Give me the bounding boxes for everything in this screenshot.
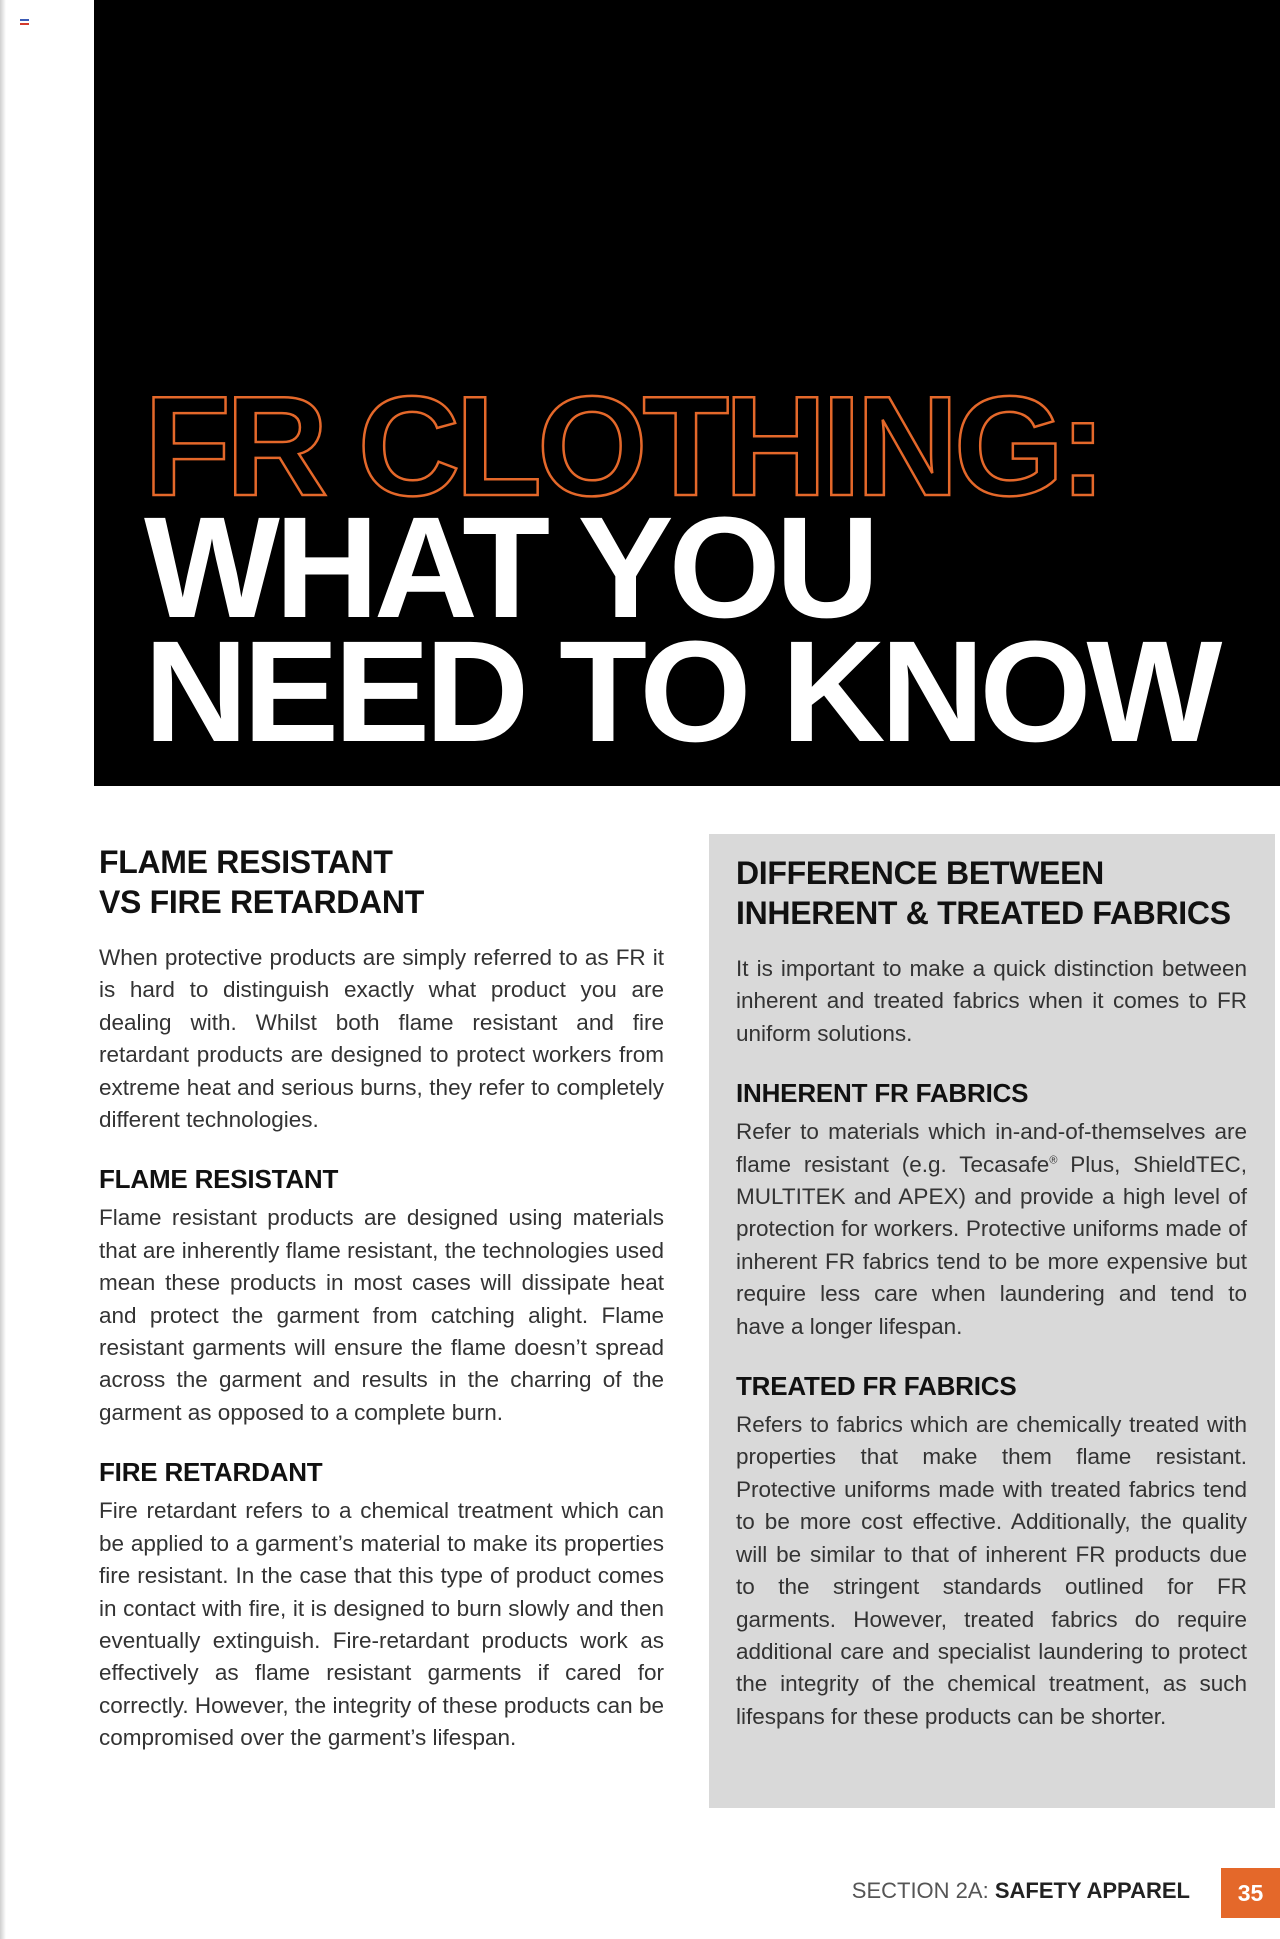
page-edge-shadow xyxy=(0,0,6,1939)
flame-resistant-heading: FLAME RESISTANT xyxy=(99,1164,339,1195)
treated-fabrics-heading: TREATED FR FABRICS xyxy=(736,1371,1017,1402)
fire-retardant-heading: FIRE RETARDANT xyxy=(99,1457,323,1488)
hero-title-line-2: NEED TO KNOW xyxy=(144,611,1218,772)
left-column xyxy=(99,842,664,1755)
footer-section-name: SAFETY APPAREL xyxy=(994,1878,1190,1903)
left-intro-paragraph: When protective products are simply referred to as FR it is hard to distinguish exactly what product you are dealing with. Whilst both flame resistant and fire retardant products are designed to protect workers from extreme heat and serious burns, they refer to completely different technologies. xyxy=(99,945,664,1133)
hero-banner xyxy=(94,0,1280,786)
footer-section-label xyxy=(852,1874,1190,1908)
left-title-line-2: VS FIRE RETARDANT xyxy=(99,884,424,920)
right-intro-paragraph: It is important to make a quick distinction between inherent and treated fabrics when it comes to FR uniform solutions. xyxy=(736,956,1247,1046)
inherent-fabrics-paragraph xyxy=(736,1116,1247,1343)
right-title-line-1: DIFFERENCE BETWEEN xyxy=(736,855,1104,891)
right-column xyxy=(736,853,1247,1733)
treated-fabrics-paragraph: Refers to fabrics which are chemically treated with properties that make them flame resistant. Protective uniforms made with treated fabrics tend to be more cost effective. Additionally, the quality will be similar to that of inherent FR products due to the stringent standards outlined for FR garments. However, treated fabrics do require additional care and specialist laundering to protect the integrity of the chemical treatment, as such lifespans for these products can be shorter. xyxy=(736,1412,1247,1729)
left-column-title xyxy=(99,842,664,922)
footer-section-prefix: SECTION 2A: xyxy=(851,1878,995,1903)
flame-resistant-paragraph: Flame resistant products are designed using materials that are inherently flame resistant, the technologies used mean these products in most cases will dissipate heat and protect the garment from catching alight. Flame resistant garments will ensure the flame doesn’t spread across the garment and results in the charring of the garment as opposed to a complete burn. xyxy=(99,1205,664,1425)
inherent-text-part-2: Plus, ShieldTEC, MULTITEK and APEX) and provide a high level of protection for workers. Protective uniforms made of inherent FR fabrics tend to be more expensive but require less care when laundering and tend to have a longer lifespan. xyxy=(736,1151,1247,1339)
hero-title-line-1: WHAT YOU xyxy=(144,487,875,648)
left-title-line-1: FLAME RESISTANT xyxy=(99,844,393,880)
inherent-fabrics-heading: INHERENT FR FABRICS xyxy=(736,1078,1029,1109)
right-column-title xyxy=(736,853,1247,933)
corner-color-mark xyxy=(20,19,29,25)
registered-mark: ® xyxy=(1049,1154,1058,1167)
hero-title-outline: FR CLOTHING: xyxy=(144,367,1102,526)
page-number-badge: 35 xyxy=(1221,1868,1280,1918)
fire-retardant-paragraph: Fire retardant refers to a chemical treatment which can be applied to a garment’s material to make its properties fire resistant. In the case that this type of product comes in contact with fire, it is designed to burn slowly and then eventually extinguish. Fire-retardant products work as effectively as flame resistant garments if cared for correctly. However, the integrity of these products can be compromised over the garment’s lifespan. xyxy=(99,1498,664,1751)
right-title-line-2: INHERENT & TREATED FABRICS xyxy=(736,895,1231,931)
inherent-text-part-1: Refer to materials which in-and-of-themselves are flame resistant (e.g. Tecasafe xyxy=(736,1119,1247,1177)
